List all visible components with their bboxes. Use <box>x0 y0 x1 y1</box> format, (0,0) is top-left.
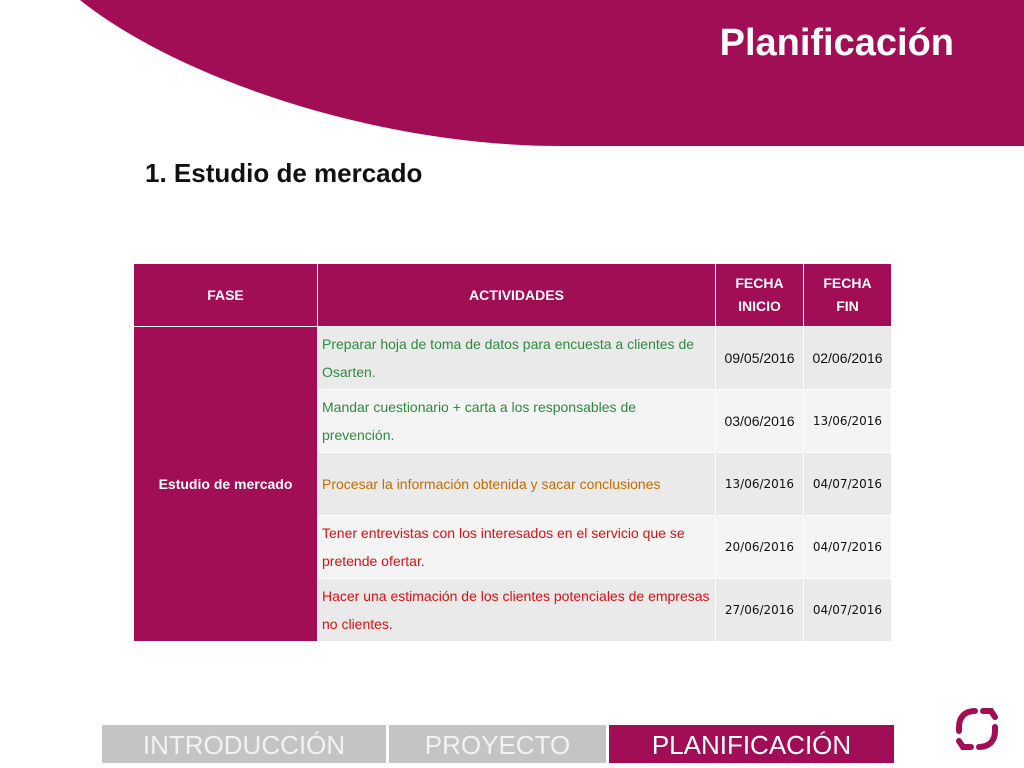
column-header-end-date <box>804 264 892 327</box>
column-header-start-date <box>716 264 804 327</box>
table-header-row <box>134 264 892 327</box>
column-header-end-line2: FIN <box>836 298 859 314</box>
start-date-cell: 13/06/2016 <box>716 453 804 516</box>
section-nav <box>102 725 894 763</box>
table-row <box>134 327 892 390</box>
column-header-activities: ACTIVIDADES <box>318 264 716 327</box>
end-date-cell: 02/06/2016 <box>804 327 892 390</box>
column-header-end-line1: FECHA <box>823 275 872 291</box>
column-header-start-line1: FECHA <box>735 275 784 291</box>
company-logo-icon <box>953 705 1001 753</box>
planning-table <box>133 263 892 642</box>
activity-cell: Tener entrevistas con los interesados en el servicio que se pretende ofertar. <box>318 516 716 579</box>
activity-cell: Procesar la información obtenida y sacar conclusiones <box>318 453 716 516</box>
start-date-cell: 09/05/2016 <box>716 327 804 390</box>
page-title: Planificación <box>719 22 954 64</box>
end-date-cell: 04/07/2016 <box>804 516 892 579</box>
phase-cell: Estudio de mercado <box>134 327 318 642</box>
column-header-phase: FASE <box>134 264 318 327</box>
nav-tab-planificacion[interactable]: PLANIFICACIÓN <box>609 725 894 763</box>
start-date-cell: 20/06/2016 <box>716 516 804 579</box>
activity-cell: Hacer una estimación de los clientes potenciales de empresas no clientes. <box>318 579 716 642</box>
start-date-cell: 03/06/2016 <box>716 390 804 453</box>
activity-cell: Mandar cuestionario + carta a los responsables de prevención. <box>318 390 716 453</box>
end-date-cell: 04/07/2016 <box>804 579 892 642</box>
nav-tab-introduccion[interactable]: INTRODUCCIÓN <box>102 725 386 763</box>
section-heading: 1. Estudio de mercado <box>145 158 423 188</box>
end-date-cell: 13/06/2016 <box>804 390 892 453</box>
start-date-cell: 27/06/2016 <box>716 579 804 642</box>
column-header-start-line2: INICIO <box>738 298 781 314</box>
end-date-cell: 04/07/2016 <box>804 453 892 516</box>
activity-cell: Preparar hoja de toma de datos para encuesta a clientes de Osarten. <box>318 327 716 390</box>
nav-tab-proyecto[interactable]: PROYECTO <box>389 725 606 763</box>
